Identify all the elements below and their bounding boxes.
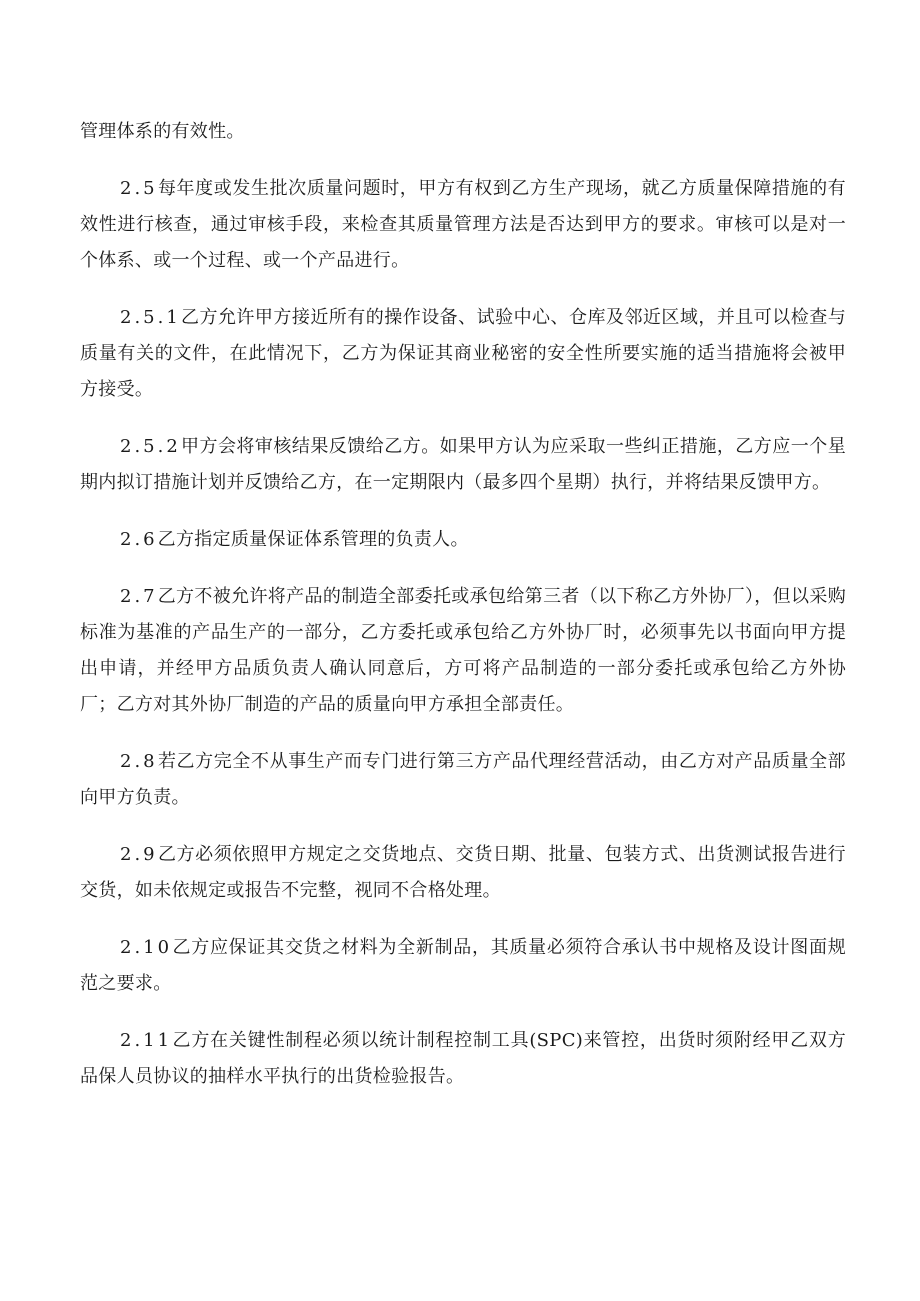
paragraph-continuation <box>80 114 846 150</box>
clause-2-11 <box>80 1023 846 1095</box>
clause-number: 2.11 <box>120 1030 173 1051</box>
clause-text: 乙方应保证其交货之材料为全新制品，其质量必须符合承认书中规格及设计图面规范之要求。 <box>80 937 846 994</box>
clause-2-8 <box>80 744 846 816</box>
clause-text: 若乙方完全不从事生产而专门进行第三方产品代理经营活动，由乙方对产品质量全部向甲方负责。 <box>80 751 846 808</box>
clause-2-10 <box>80 930 846 1002</box>
clause-number: 2.8 <box>120 751 158 772</box>
clause-text: 甲方会将审核结果反馈给乙方。如果甲方认为应采取一些纠正措施，乙方应一个星期内拟订措施计划并反馈给乙方，在一定期限内（最多四个星期）执行，并将结果反馈甲方。 <box>80 436 846 493</box>
clause-text: 乙方在关键性制程必须以统计制程控制工具(SPC)来管控，出货时须附经甲乙双方品保人员协议的抽样水平执行的出货检验报告。 <box>80 1030 846 1087</box>
clause-2-7 <box>80 579 846 723</box>
clause-number: 2.7 <box>120 586 158 607</box>
clause-2-5-2 <box>80 429 846 501</box>
clause-number: 2.5.1 <box>120 307 181 328</box>
clause-2-5 <box>80 171 846 279</box>
clause-2-6 <box>80 522 846 558</box>
clause-text: 乙方必须依照甲方规定之交货地点、交货日期、批量、包装方式、出货测试报告进行交货，如未依规定或报告不完整，视同不合格处理。 <box>80 844 846 901</box>
clause-2-9 <box>80 837 846 909</box>
clause-number: 2.10 <box>120 937 173 958</box>
clause-text: 乙方允许甲方接近所有的操作设备、试验中心、仓库及邻近区域，并且可以检查与质量有关的文件，在此情况下，乙方为保证其商业秘密的安全性所要实施的适当措施将会被甲方接受。 <box>80 307 846 400</box>
clause-number: 2.5.2 <box>120 436 181 457</box>
clause-number: 2.5 <box>120 178 158 199</box>
clause-text: 乙方不被允许将产品的制造全部委托或承包给第三者（以下称乙方外协厂），但以采购标准为基准的产品生产的一部分，乙方委托或承包给乙方外协厂时，必须事先以书面向甲方提出申请，并经甲方品质负责人确认同意后，方可将产品制造的一部分委托或承包给乙方外协厂；乙方对其外协厂制造的产品的质量向甲方承担全部责任。 <box>80 586 846 715</box>
clause-number: 2.6 <box>120 529 158 550</box>
clause-number: 2.9 <box>120 844 158 865</box>
document-body <box>80 114 846 1116</box>
paragraph-text: 管理体系的有效性。 <box>80 121 245 142</box>
clause-2-5-1 <box>80 300 846 408</box>
clause-text: 乙方指定质量保证体系管理的负责人。 <box>157 529 469 550</box>
clause-text: 每年度或发生批次质量问题时，甲方有权到乙方生产现场，就乙方质量保障措施的有效性进行核查，通过审核手段，来检查其质量管理方法是否达到甲方的要求。审核可以是对一个体系、或一个过程、或一个产品进行。 <box>80 178 846 271</box>
